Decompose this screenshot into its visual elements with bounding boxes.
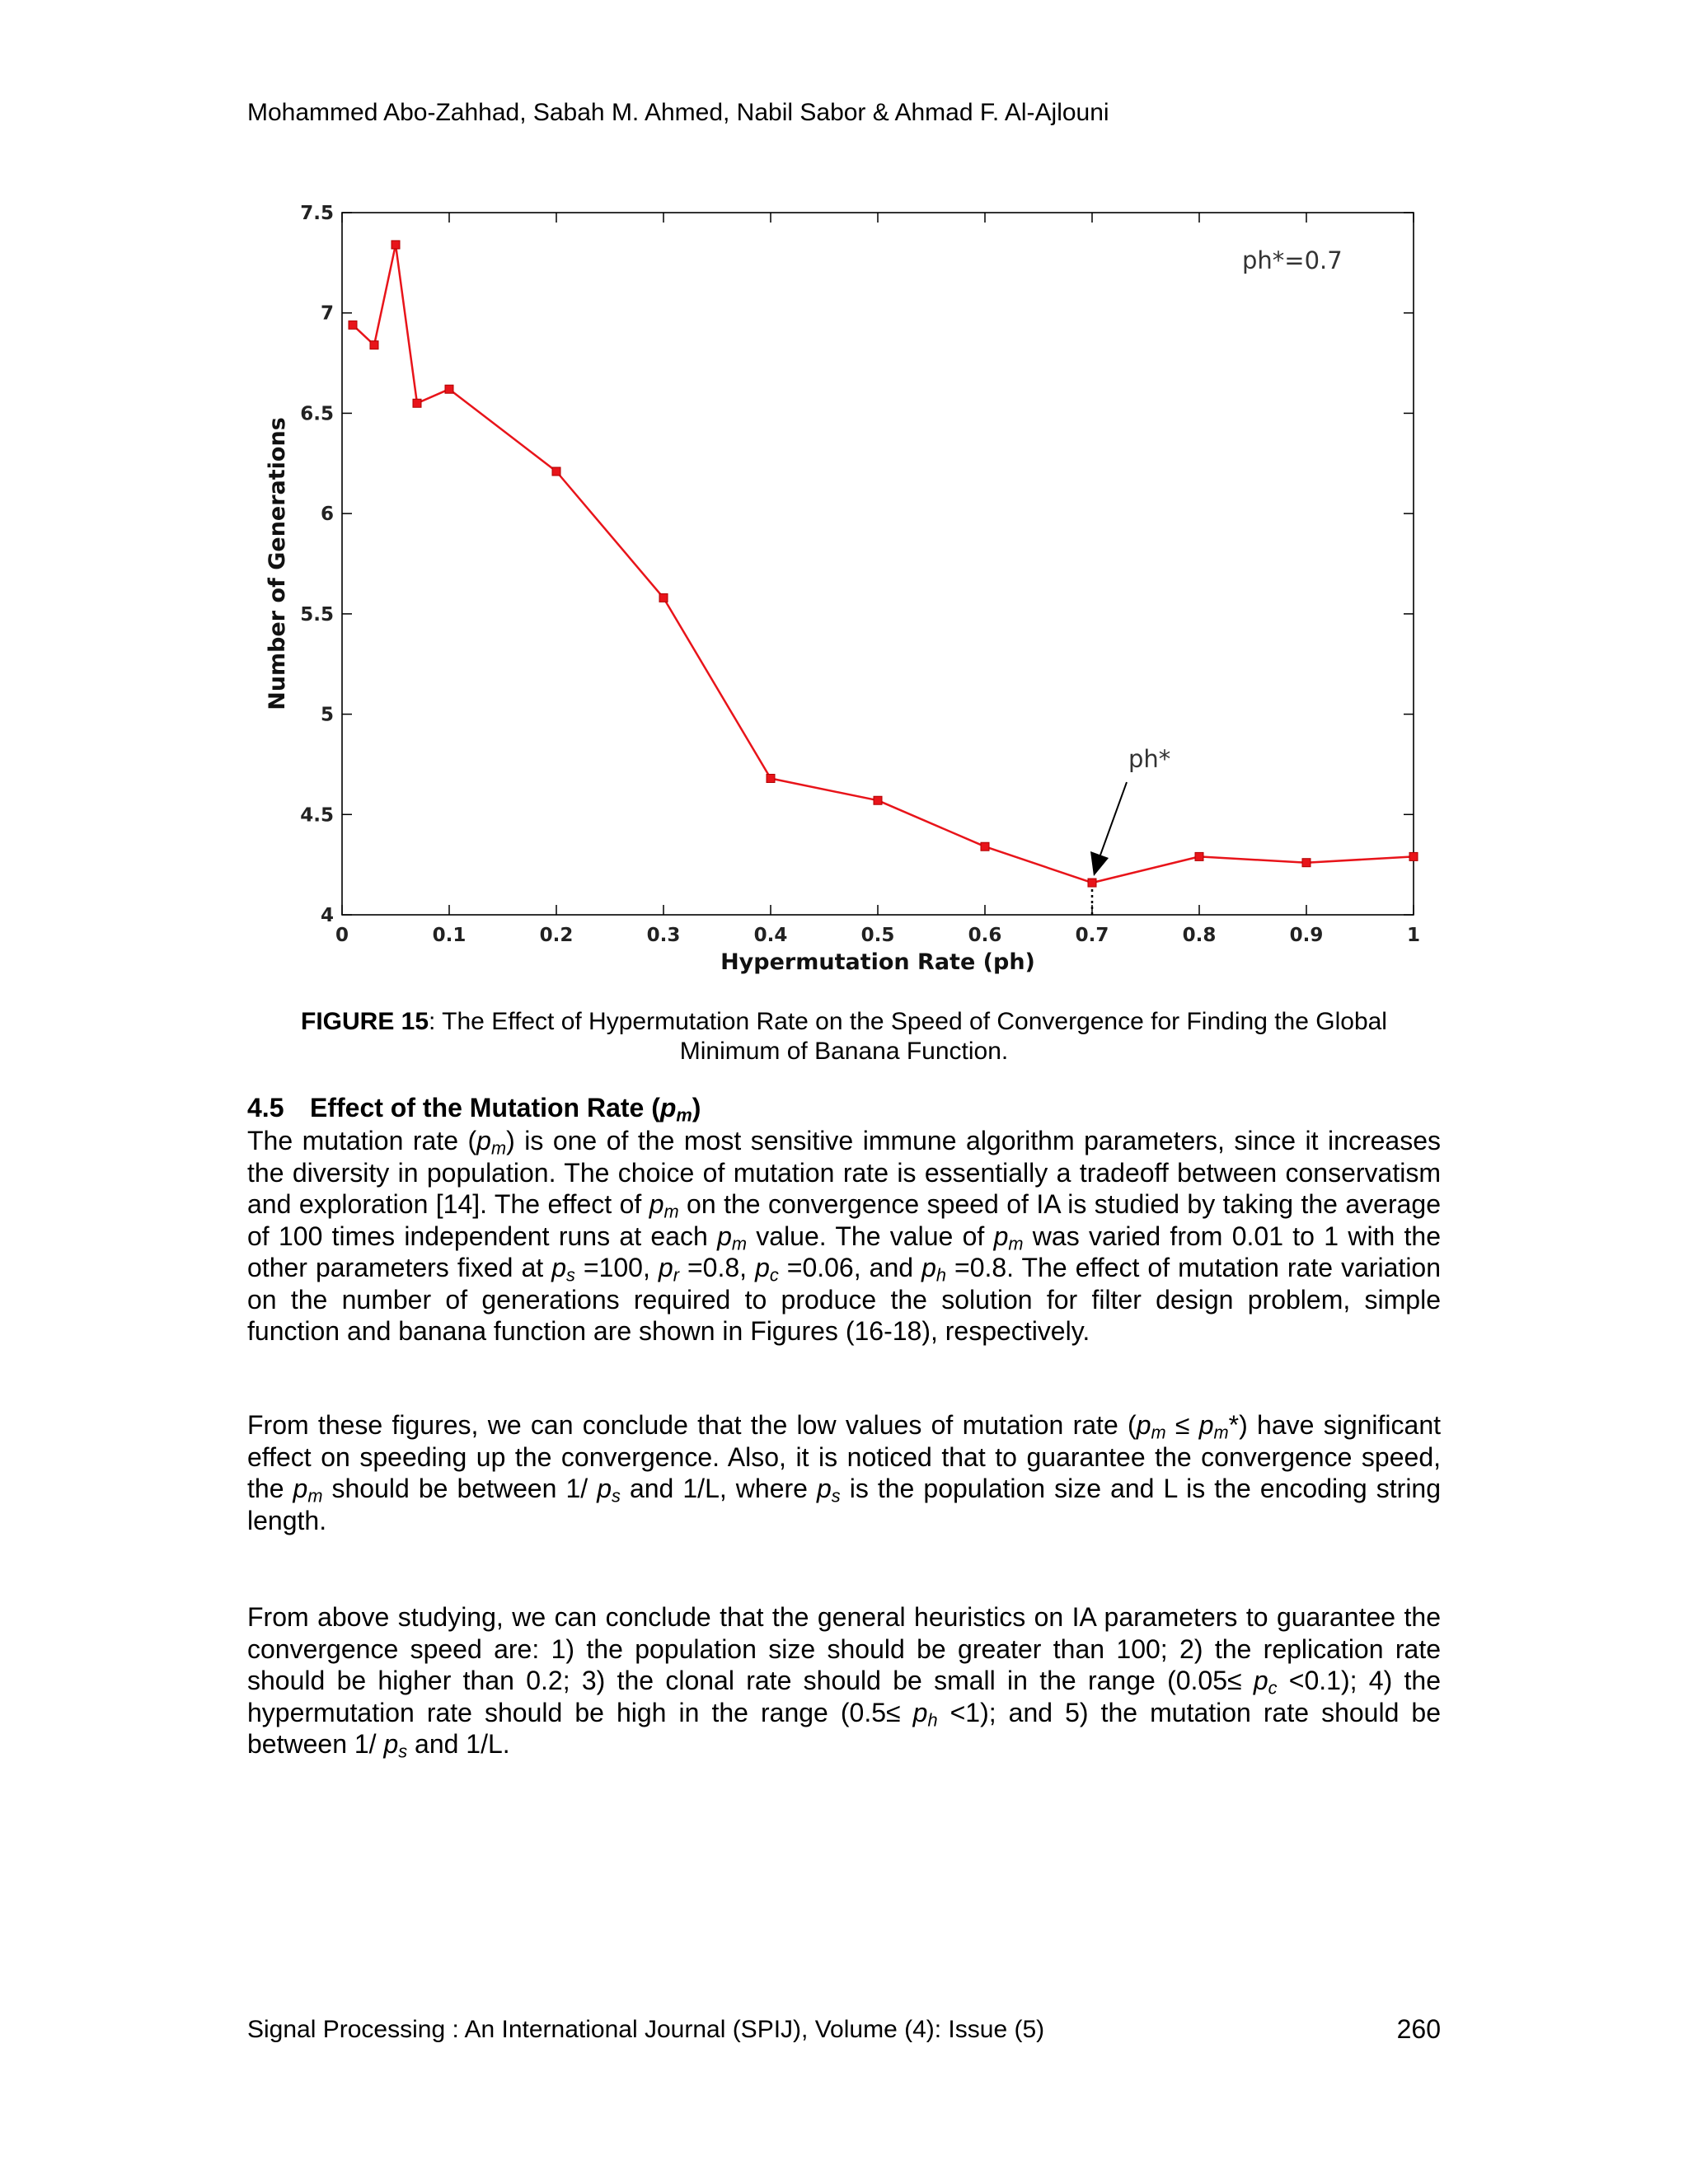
x-tick-label: 0.4 [753, 925, 788, 946]
data-point [445, 385, 453, 393]
x-tick-label: 0 [335, 925, 349, 946]
y-tick-label: 5 [320, 704, 334, 726]
x-tick-label: 0.7 [1075, 925, 1109, 946]
section-number: 4.5 [247, 1093, 284, 1122]
data-point [392, 241, 400, 249]
data-point [1302, 859, 1311, 867]
y-tick-label: 6 [320, 504, 334, 526]
plot-frame [342, 213, 1414, 915]
y-tick-label: 5.5 [300, 603, 334, 626]
data-point [981, 842, 989, 851]
data-point [1195, 852, 1203, 860]
paragraph-conclusion-mutation: From these figures, we can conclude that the low values of mutation rate $(p_m \le p_m*)$ have significant effect on speeding up the convergence. Also, it is noticed that to guarantee the convergence speed, the $p_m$ should be between 1/ $p_s$ and 1/L, where $p_s$ is the population size and L is the encoding string length. [247, 1410, 1442, 1535]
caption-line-1: : The Effect of Hypermutation Rate on the Speed of Convergence for Finding the Global [429, 1008, 1387, 1035]
running-header: Mohammed Abo-Zahhad, Sabah M. Ahmed, Nabil Sabor & Ahmad F. Al-Ajlouni [247, 99, 1109, 126]
x-tick-label: 1 [1406, 925, 1421, 946]
data-point [413, 399, 421, 407]
section-title-sub: m [676, 1104, 692, 1126]
data-point [552, 467, 560, 476]
section-title-suffix: ) [692, 1093, 701, 1122]
figure-label: FIGURE 15 [301, 1008, 429, 1035]
y-tick-label: 7 [320, 302, 334, 325]
footer-journal: Signal Processing : An International Journal (SPIJ), Volume (4): Issue (5) [247, 2016, 1045, 2043]
x-axis-label: Hypermutation Rate (ph) [720, 949, 1035, 975]
x-tick-label: 0.3 [646, 925, 681, 946]
x-tick-label: 0.6 [968, 925, 1002, 946]
legend-text: ph*=0.7 [1242, 246, 1343, 274]
paragraph-mutation-rate: The mutation rate $(p_m)$ is one of the most sensitive immune algorithm parameters, since it increases the diversity in population. The choice of mutation rate is essentially a tradeoff between conservatism and exploration [14]. The effect of $p_m$ on the convergence speed of IA is studied by taking the average of 100 times independent runs at each $p_m$ value. The value of $p_m$ was varied from 0.01 to 1 with the other parameters fixed at $p_s =100$, $p_r =0.8$, $p_c =0.06$, and $p_h =0.8$. The effect of mutation rate variation on the number of generations required to produce the solution for filter design problem, simple function and banana function are shown in Figures (16-18), respectively. [247, 1126, 1442, 1346]
x-tick-label: 0.8 [1182, 925, 1217, 946]
paragraph-heuristics: From above studying, we can conclude that the general heuristics on IA parameters to guarantee the convergence speed are: 1) the population size should be greater than 100; 2) the replication rate should be higher than 0.2; 3) the clonal rate should be small in the range $(0.05\le p_c <0.1)$; 4) the hypermutation rate should be high in the range $(0.5\le p_h <1)$; and 5) the mutation rate should be between 1/ $p_s$ and 1/L. [247, 1602, 1442, 1762]
section-heading [247, 1093, 701, 1126]
y-tick-label: 4.5 [300, 804, 334, 827]
data-point [874, 796, 882, 804]
data-point [767, 774, 775, 782]
section-title-var: p [659, 1093, 677, 1122]
x-tick-label: 0.2 [539, 925, 574, 946]
page-number: 260 [1396, 2014, 1441, 2044]
caption-line-2: Minimum of Banana Function. [679, 1038, 1009, 1065]
data-point [659, 593, 668, 602]
chart-axes [342, 213, 1414, 915]
data-point [1088, 879, 1096, 887]
y-tick-label: 6.5 [300, 403, 334, 425]
y-axis-label: Number of Generations [265, 417, 290, 710]
data-point [349, 321, 357, 329]
section-title-prefix: Effect of the Mutation Rate ( [310, 1093, 660, 1122]
x-tick-label: 0.9 [1289, 925, 1324, 946]
y-tick-label: 4 [320, 905, 334, 926]
y-tick-label: 7.5 [300, 203, 334, 224]
annotation-label: ph* [1128, 745, 1171, 774]
x-tick-label: 0.1 [432, 925, 467, 946]
x-tick-label: 0.5 [860, 925, 895, 946]
data-point [370, 341, 378, 349]
data-point [1409, 852, 1418, 860]
figure-15-chart [247, 190, 1451, 981]
figure-caption [247, 1007, 1441, 1066]
